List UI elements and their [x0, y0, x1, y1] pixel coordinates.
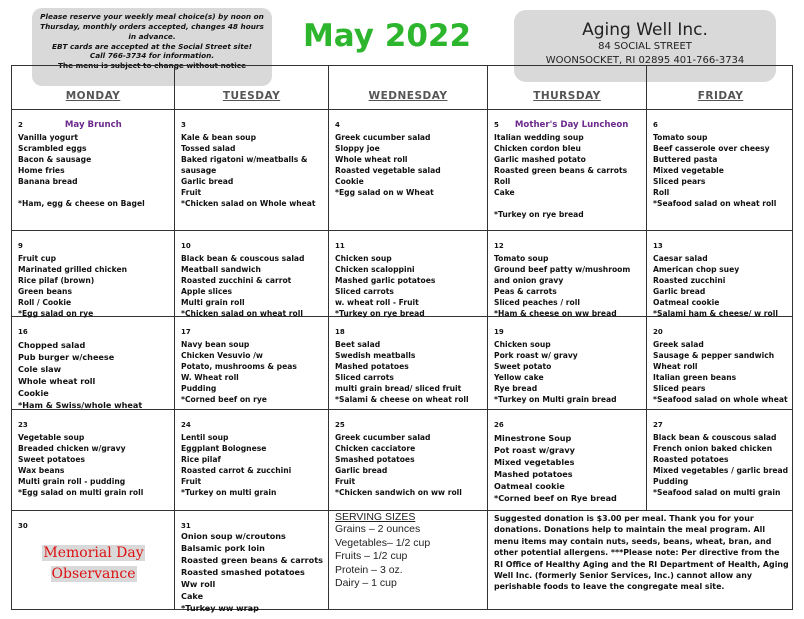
day-cell-23 [12, 409, 175, 510]
menu-item: Swedish meatballs [335, 351, 416, 360]
menu-item: *Corned beef on rye [181, 395, 267, 404]
menu-item: Caesar salad [653, 254, 708, 263]
menu-item: Home fries [18, 166, 65, 175]
day-heading [335, 112, 482, 131]
memorial-line-2: Observance [51, 566, 136, 582]
menu-item: Fruit [335, 477, 356, 486]
menu-item: *Turkey on Multi grain bread [494, 395, 617, 404]
menu-item: Banana bread [18, 177, 78, 186]
week-row-4 [12, 409, 792, 511]
day-cell-13 [647, 230, 794, 316]
day-number: 24 [181, 421, 191, 429]
day-number: 17 [181, 328, 191, 336]
menu-item: Chicken scaloppini [335, 265, 415, 274]
menu-item: Wax beans [18, 466, 65, 475]
menu-item: Oatmeal cookie [653, 298, 720, 307]
notice-line: Call 766-3734 for information. [89, 51, 215, 61]
menu-item: Navy bean soup [181, 340, 250, 349]
menu-item: Multi grain roll [181, 298, 245, 307]
menu-item: Pot roast w/gravy [494, 445, 575, 455]
menu-item: Fruit cup [18, 254, 57, 263]
menu-items [181, 530, 323, 614]
menu-item: Meatball sandwich [181, 265, 261, 274]
menu-items [653, 432, 789, 498]
menu-items [653, 132, 789, 209]
day-cell-10 [175, 230, 329, 316]
header-thursday: THURSDAY [488, 66, 647, 109]
day-heading [181, 233, 323, 252]
menu-item: *Seafood salad on whole wheat [653, 395, 788, 404]
menu-item: Baked rigatoni w/meatballs & [181, 155, 308, 164]
notice-line: Thursday, monthly orders accepted, changes 48 hours [40, 21, 264, 31]
menu-item: Yellow cake [494, 373, 544, 382]
menu-item: Roasted vegetable salad [335, 166, 441, 175]
menu-item: Rice pilaf [181, 455, 221, 464]
menu-item: *Chicken sandwich on ww roll [335, 488, 462, 497]
day-cell-25 [329, 409, 488, 510]
menu-items [494, 253, 641, 319]
org-street: 84 SOCIAL STREET [598, 41, 692, 52]
menu-item: Chicken soup [494, 340, 551, 349]
menu-item: Sweet potato [494, 362, 552, 371]
menu-item: Peas & carrots [494, 287, 557, 296]
menu-item: Multi grain roll - pudding [18, 477, 126, 486]
day-number: 30 [18, 522, 28, 530]
day-number: 2 [18, 121, 23, 129]
menu-item: Marinated grilled chicken [18, 265, 128, 274]
menu-item: Rice pilaf (brown) [18, 276, 95, 285]
week-row-5 [12, 510, 792, 613]
menu-item: Black bean & couscous salad [653, 433, 777, 442]
day-heading [494, 233, 641, 252]
day-heading [181, 319, 323, 338]
menu-item: Roll [653, 188, 670, 197]
day-cell-9 [12, 230, 175, 316]
menu-item: Pork roast w/ gravy [494, 351, 578, 360]
menu-item: sausage [181, 166, 217, 175]
menu-item: *Salami & cheese on wheat roll [335, 395, 469, 404]
menu-item: *Turkey on rye bread [494, 210, 584, 219]
menu-item: Greek salad [653, 340, 704, 349]
org-city-phone: WOONSOCKET, RI 02895 401-766-3734 [545, 54, 745, 66]
day-heading [18, 319, 169, 338]
day-heading [494, 112, 641, 131]
day-cell-20 [647, 316, 794, 409]
menu-item: Italian wedding soup [494, 133, 584, 142]
day-cell-27 [647, 409, 794, 510]
menu-items [494, 339, 641, 405]
menu-item: Garlic mashed potato [494, 155, 586, 164]
menu-item: Wheat roll [653, 362, 698, 371]
menu-item: Sliced carrots [335, 373, 394, 382]
memorial-day-note [18, 542, 169, 584]
day-cell-3 [175, 109, 329, 230]
day-heading [18, 412, 169, 431]
menu-item: *Salami ham & cheese/ w roll [653, 309, 778, 318]
menu-item: Beet salad [335, 340, 381, 349]
menu-item: Buttered pasta [653, 155, 718, 164]
menu-item: Ww roll [181, 579, 216, 589]
day-number: 31 [181, 522, 191, 530]
menu-items [494, 132, 641, 220]
menu-items [18, 432, 169, 498]
menu-item: Cake [494, 188, 515, 197]
menu-item: Mixed vegetables / garlic bread [653, 466, 789, 475]
menu-item: *Ham & Swiss/whole wheat [18, 400, 143, 410]
menu-item: Pub burger w/cheese [18, 352, 115, 362]
menu-item: Roasted potatoes [653, 455, 729, 464]
day-heading [653, 412, 789, 431]
day-number: 5 [494, 121, 499, 129]
day-cell-26 [488, 409, 647, 510]
menu-item: Roasted carrot & zucchini [181, 466, 292, 475]
day-cell-11 [329, 230, 488, 316]
day-number: 18 [335, 328, 345, 336]
month-title: May 2022 [302, 18, 472, 54]
day-cell-31 [175, 510, 329, 613]
day-heading [181, 112, 323, 131]
notice-line: EBT cards are accepted at the Social Street site! [51, 41, 253, 51]
serving-line: Dairy – 1 cup [335, 577, 397, 589]
menu-item: Mashed potatoes [494, 469, 573, 479]
day-number: 11 [335, 242, 345, 250]
menu-items [335, 432, 482, 498]
day-cell-6 [647, 109, 794, 230]
week-row-3 [12, 316, 792, 410]
day-cell-17 [175, 316, 329, 409]
menu-items [653, 253, 789, 319]
menu-item: *Egg salad on rye [18, 309, 94, 318]
day-cell-24 [175, 409, 329, 510]
serving-line: Vegetables– 1/2 cup [335, 536, 431, 549]
menu-item: Beef casserole over cheesy [653, 144, 770, 153]
menu-item: Roll / Cookie [18, 298, 72, 307]
menu-item: Roll [494, 177, 511, 186]
menu-item: Chicken soup [335, 254, 392, 263]
menu-items [335, 132, 482, 198]
menu-item: Greek cucumber salad [335, 433, 431, 442]
header-friday: FRIDAY [697, 90, 744, 102]
menu-item: *Turkey ww wrap [181, 603, 259, 613]
day-number: 4 [335, 121, 340, 129]
menu-item: French onion baked chicken [653, 444, 773, 453]
menu-items [653, 339, 789, 405]
menu-item: Whole wheat roll [18, 376, 96, 386]
header-wednesday: WEDNESDAY [329, 66, 488, 109]
menu-item: Onion soup w/croutons [181, 531, 286, 541]
menu-item: *Corned beef on Rye bread [494, 493, 617, 503]
menu-item: Tomato soup [653, 133, 708, 142]
menu-item: Roasted zucchini [653, 276, 726, 285]
menu-item: Cookie [335, 177, 364, 186]
day-cell-19 [488, 316, 647, 409]
menu-item: Cole slaw [18, 364, 62, 374]
menu-items [181, 339, 323, 405]
day-heading [335, 319, 482, 338]
menu-item: W. Wheat roll [181, 373, 239, 382]
menu-item: Roasted green beans & carrots [494, 166, 628, 175]
day-number: 13 [653, 242, 663, 250]
header-tuesday: TUESDAY [175, 66, 329, 109]
menu-item: Apple slices [181, 287, 233, 296]
week-row-1 [12, 109, 792, 231]
menu-item: Mixed vegetable [653, 166, 724, 175]
serving-line: Grains – 2 ounces [335, 523, 421, 535]
day-number: 3 [181, 121, 186, 129]
notice-line: in advance. [128, 31, 176, 41]
donation-note: Suggested donation is $3.00 per meal. Thank you for your donations. Donations help to maintain the meal program. All menu items may contain nuts, seeds, beans, wheat, bran, and other potential allergens. ***Please note: Per directive from the RI Office of Healthy Aging and the RI Department of Health, Aging Well Inc. (formerly Senior Services, Inc.) cannot allow any perishable foods to leave the congregate meal site. [494, 514, 789, 592]
notice-line: Please reserve your weekly meal choice(s) by noon on [40, 12, 264, 21]
menu-item: *Ham, egg & cheese on Bagel [18, 199, 145, 208]
menu-item [494, 198, 641, 209]
day-number: 27 [653, 421, 663, 429]
menu-item: American chop suey [653, 265, 740, 274]
menu-items [335, 339, 482, 405]
menu-item: Garlic bread [335, 466, 388, 475]
day-heading [18, 233, 169, 252]
day-number: 12 [494, 242, 504, 250]
menu-item: Pudding [181, 384, 217, 393]
menu-item: Garlic bread [181, 177, 234, 186]
menu-item: *Chicken salad on wheat roll [181, 309, 303, 318]
menu-item: Balsamic pork loin [181, 543, 265, 553]
menu-items [494, 432, 641, 504]
day-heading [653, 233, 789, 252]
menu-item: Roasted smashed potatoes [181, 567, 305, 577]
menu-calendar [11, 65, 793, 613]
menu-item: Chicken cordon bleu [494, 144, 581, 153]
day-heading [335, 412, 482, 431]
menu-items [181, 253, 323, 319]
menu-item: Mixed vegetables [494, 457, 575, 467]
menu-item: Chicken Vesuvio /w [181, 351, 263, 360]
special-event-label: Mother's Day Luncheon [514, 120, 629, 130]
menu-item: Scrambled eggs [18, 144, 87, 153]
day-cell-5 [488, 109, 647, 230]
menu-item: *Seafood salad on wheat roll [653, 199, 777, 208]
serving-line: Fruits – 1/2 cup [335, 550, 408, 562]
serving-line: Protein – 3 oz. [335, 563, 403, 576]
menu-item: multi grain bread/ sliced fruit [335, 384, 462, 393]
menu-item: Vanilla yogurt [18, 133, 78, 142]
menu-items [18, 132, 169, 209]
day-number: 10 [181, 242, 191, 250]
menu-item: Minestrone Soup [494, 433, 572, 443]
menu-item: Lentil soup [181, 433, 229, 442]
menu-item: *Turkey on multi grain [181, 488, 277, 497]
day-cell-18 [329, 316, 488, 409]
menu-item: Kale & bean soup [181, 133, 257, 142]
day-number: 25 [335, 421, 345, 429]
menu-item: Greek cucumber salad [335, 133, 431, 142]
menu-item: *Egg salad on w Wheat [335, 188, 434, 197]
menu-item: Chicken cacciatore [335, 444, 416, 453]
menu-item: Mashed potatoes [335, 362, 409, 371]
menu-items [18, 339, 169, 411]
menu-item: *Ham & cheese on ww bread [494, 309, 617, 318]
day-number: 19 [494, 328, 504, 336]
day-heading [335, 233, 482, 252]
day-number: 20 [653, 328, 663, 336]
header-monday: MONDAY [12, 66, 175, 109]
menu-item: *Egg salad on multi grain roll [18, 488, 144, 497]
day-cell-16 [12, 316, 175, 409]
menu-item: Mashed garlic potatoes [335, 276, 436, 285]
menu-items [335, 253, 482, 319]
menu-item: Fruit [181, 188, 202, 197]
notice-line: The menu is subject to change without notice [57, 61, 247, 71]
day-heading [494, 412, 641, 431]
menu-item: Fruit [181, 477, 202, 486]
menu-item: Green beans [18, 287, 72, 296]
day-number: 16 [18, 328, 28, 336]
menu-item: Italian green beans [653, 373, 737, 382]
menu-item: *Seafood salad on multi grain [653, 488, 781, 497]
menu-item: Pudding [653, 477, 689, 486]
menu-item: w. wheat roll - Fruit [335, 298, 419, 307]
menu-items [181, 132, 323, 209]
day-heading [494, 319, 641, 338]
day-number: 23 [18, 421, 28, 429]
menu-item: Cake [181, 591, 204, 601]
day-heading [181, 412, 323, 431]
menu-item: Roasted green beans & carrots [181, 555, 323, 565]
menu-item: Garlic bread [653, 287, 706, 296]
menu-item: Roasted zucchini & carrot [181, 276, 292, 285]
menu-item: Rye bread [494, 384, 538, 393]
day-number: 26 [494, 421, 504, 429]
day-heading [653, 319, 789, 338]
day-cell-4 [329, 109, 488, 230]
weekday-header-row [12, 66, 792, 110]
menu-item: Chopped salad [18, 340, 86, 350]
menu-item: *Chicken salad on Whole wheat [181, 199, 316, 208]
menu-item: Sausage & pepper sandwich [653, 351, 775, 360]
special-event-label: May Brunch [64, 120, 122, 130]
memorial-line-1: Memorial Day [43, 545, 144, 561]
menu-item: Oatmeal cookie [494, 481, 565, 491]
menu-item: and onion gravy [494, 276, 564, 285]
menu-item: Whole wheat roll [335, 155, 408, 164]
menu-item: Cookie [18, 388, 49, 398]
menu-item: Tomato soup [494, 254, 549, 263]
menu-item: Sliced pears [653, 384, 706, 393]
menu-item: Bacon & sausage [18, 155, 92, 164]
serving-sizes-title: SERVING SIZES [335, 511, 416, 523]
menu-item: Tossed salad [181, 144, 236, 153]
menu-item: Breaded chicken w/gravy [18, 444, 126, 453]
menu-items [18, 253, 169, 319]
day-number: 9 [18, 242, 23, 250]
menu-item: *Turkey on rye bread [335, 309, 425, 318]
day-number: 6 [653, 121, 658, 129]
day-heading [653, 112, 789, 131]
menu-items [181, 432, 323, 498]
menu-item: Black bean & couscous salad [181, 254, 305, 263]
menu-item: Ground beef patty w/mushroom [494, 265, 631, 274]
menu-item: Sloppy joe [335, 144, 380, 153]
day-cell-2 [12, 109, 175, 230]
menu-item: Vegetable soup [18, 433, 85, 442]
day-cell-30 [12, 510, 175, 609]
serving-sizes [329, 510, 488, 609]
menu-item: Eggplant Bolognese [181, 444, 267, 453]
menu-item: Sweet potatoes [18, 455, 85, 464]
week-row-2 [12, 230, 792, 317]
menu-item: Smashed potatoes [335, 455, 415, 464]
menu-item: Sliced peaches / roll [494, 298, 580, 307]
day-cell-12 [488, 230, 647, 316]
menu-item: Sliced carrots [335, 287, 394, 296]
menu-item [18, 187, 169, 198]
day-heading [18, 112, 169, 131]
menu-item: Sliced pears [653, 177, 706, 186]
menu-item: Potato, mushrooms & peas [181, 362, 297, 371]
org-name: Aging Well Inc. [582, 20, 708, 40]
